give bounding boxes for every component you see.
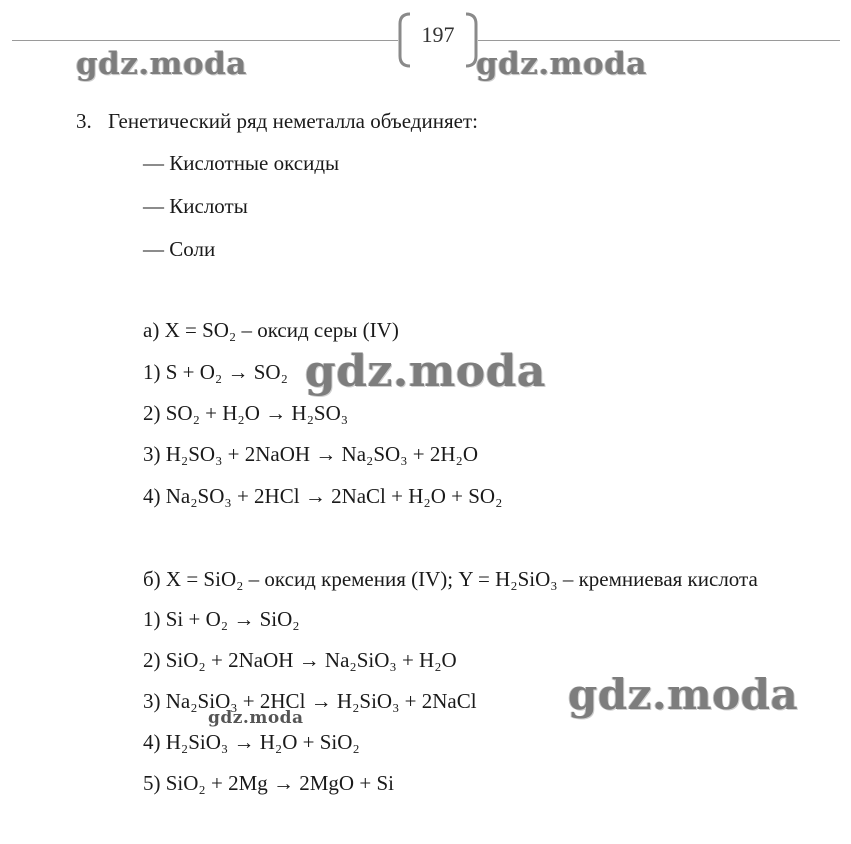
reaction-line: 1) S + O₂ → SO₂ bbox=[143, 360, 288, 384]
question-intro: Генетический ряд неметалла объединяет: bbox=[108, 109, 478, 133]
part-a-header: а) X = SO₂ – оксид серы (IV) bbox=[143, 318, 399, 342]
watermark-logo: gdz.moda bbox=[305, 346, 547, 397]
watermark-logo: gdz.moda bbox=[76, 46, 247, 82]
reaction-line: 1) Si + O₂ → SiO₂ bbox=[143, 607, 300, 631]
question-number: 3. bbox=[76, 109, 92, 133]
page-number: 197 bbox=[421, 22, 455, 47]
page-number-frame bbox=[398, 12, 478, 64]
reaction-line: 5) SiO₂ + 2Mg → 2MgO + Si bbox=[143, 771, 394, 795]
list-item: — Кислотные оксиды bbox=[143, 151, 340, 175]
part-b-header: б) X = SiO₂ – оксид кремения (IV); Y = H₂SiO₃ – кремниевая кислота bbox=[143, 567, 758, 591]
watermark-logo: gdz.moda bbox=[568, 670, 799, 719]
list-item: — Кислоты bbox=[143, 194, 248, 218]
reaction-line: 2) SiO₂ + 2NaOH → Na₂SiO₃ + H₂O bbox=[143, 648, 457, 672]
watermark-logo: gdz.moda bbox=[208, 708, 304, 728]
reaction-line: 3) Na₂SiO₃ + 2HCl → H₂SiO₃ + 2NaCl bbox=[143, 689, 477, 713]
header-rule-left bbox=[12, 40, 398, 41]
reaction-line: 4) H₂SiO₃ → H₂O + SiO₂ bbox=[143, 730, 360, 754]
header-rule-right bbox=[478, 40, 840, 41]
reaction-line: 3) H₂SO₃ + 2NaOH → Na₂SO₃ + 2H₂O bbox=[143, 442, 479, 466]
watermark-logo: gdz.moda bbox=[476, 46, 647, 82]
reaction-line: 4) Na₂SO₃ + 2HCl → 2NaCl + H₂O + SO₂ bbox=[143, 484, 503, 508]
list-item: — Соли bbox=[143, 237, 216, 261]
reaction-line: 2) SO₂ + H₂O → H₂SO₃ bbox=[143, 401, 349, 425]
